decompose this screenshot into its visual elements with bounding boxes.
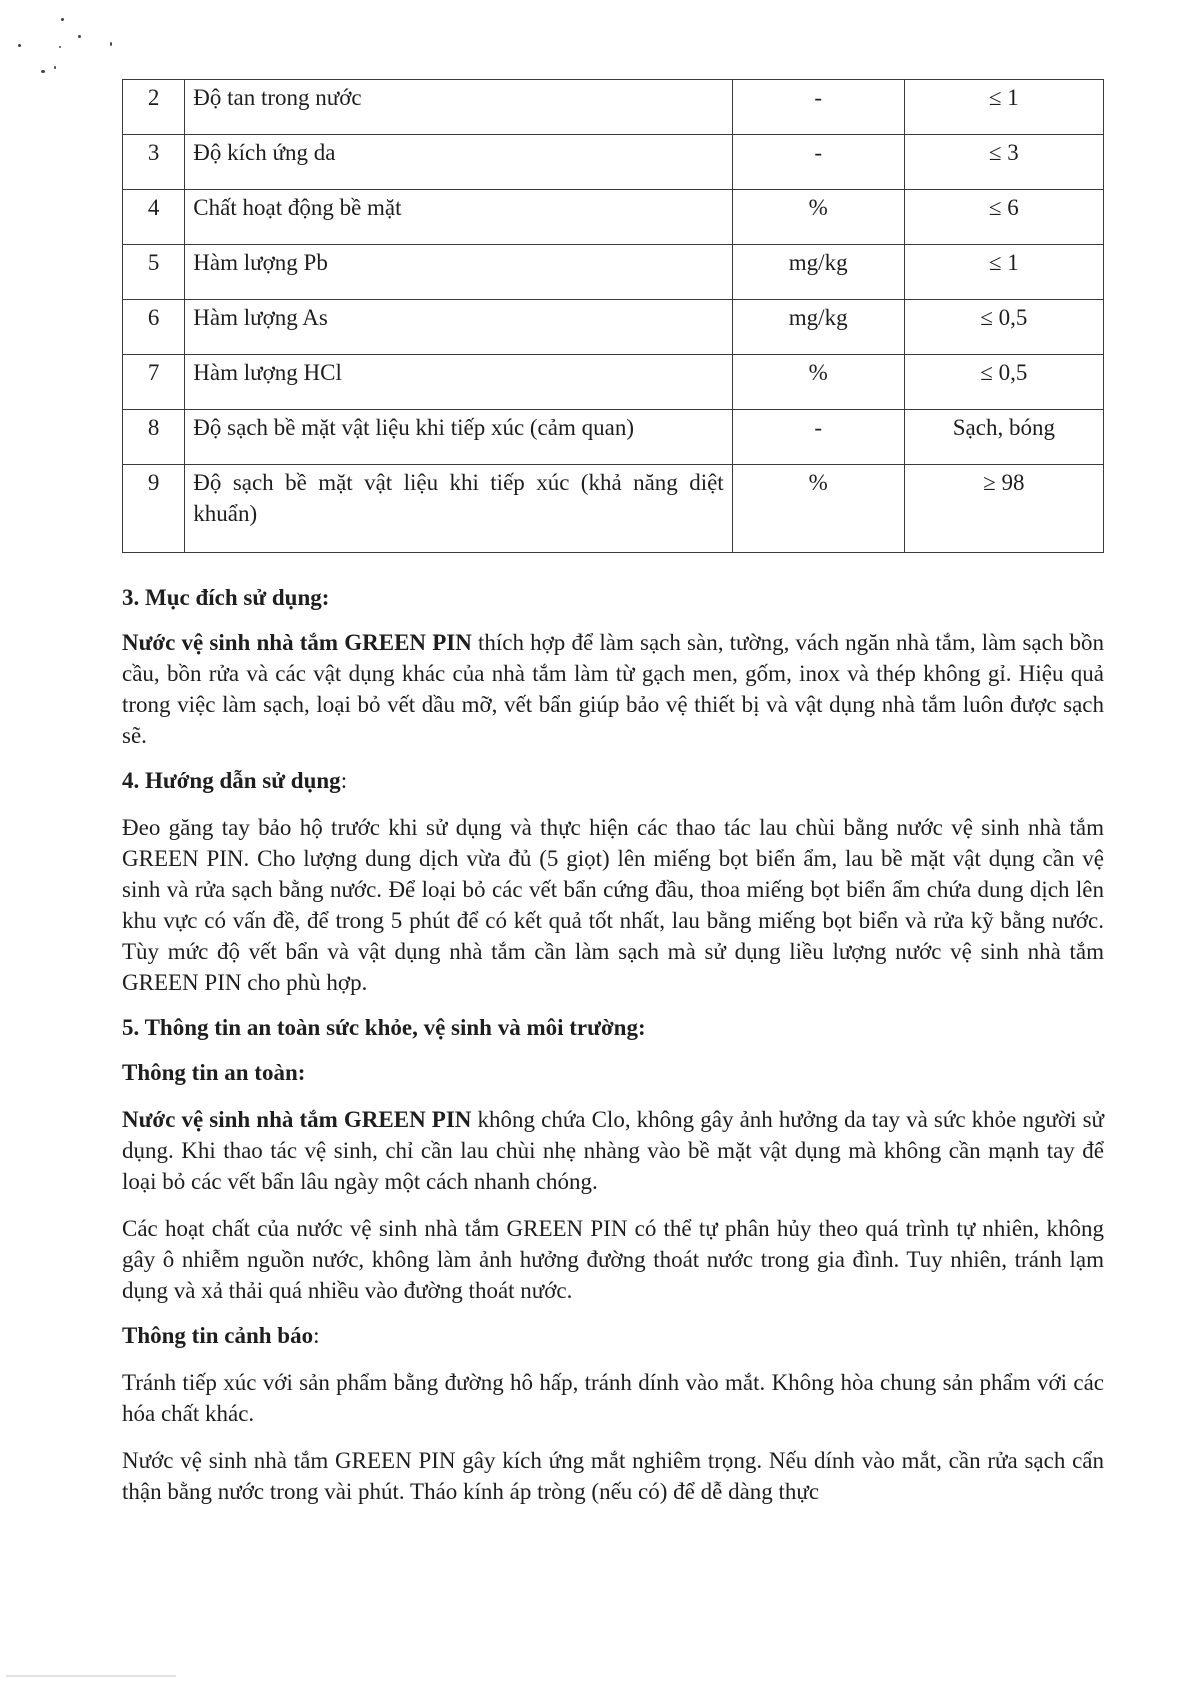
row-number: 3: [123, 135, 185, 190]
unit: mg/kg: [732, 245, 904, 300]
table-row: [123, 135, 1104, 190]
limit-value: ≤ 1: [904, 80, 1103, 135]
limit-value: ≥ 98: [904, 465, 1103, 553]
warning-info-heading: [122, 1320, 1104, 1351]
table-row: [123, 355, 1104, 410]
limit-value: Sạch, bóng: [904, 410, 1103, 465]
product-name-bold: Nước vệ sinh nhà tắm GREEN PIN: [122, 630, 472, 655]
product-name-bold: Nước vệ sinh nhà tắm GREEN PIN: [122, 1107, 472, 1132]
scan-speck: [59, 46, 61, 48]
limit-value: ≤ 0,5: [904, 355, 1103, 410]
criterion-name: Độ tan trong nước: [185, 80, 732, 135]
safety-paragraph-2: Các hoạt chất của nước vệ sinh nhà tắm GREEN PIN có thể tự phân hủy theo quá trình tự nhiên, không gây ô nhiễm nguồn nước, không làm ảnh hưởng đường thoát nước trong gia đình. Tuy nhiên, tránh lạm dụng và xả thải quá nhiều vào đường thoát nước.: [122, 1216, 1104, 1303]
limit-value: ≤ 6: [904, 190, 1103, 245]
criterion-name: Độ sạch bề mặt vật liệu khi tiếp xúc (khả năng diệt khuẩn): [185, 465, 732, 553]
section-4-heading-text: 4. Hướng dẫn sử dụng: [122, 768, 341, 793]
row-number: 9: [123, 465, 185, 553]
unit: %: [732, 190, 904, 245]
scan-specks: [0, 0, 130, 80]
table-row: [123, 80, 1104, 135]
unit: -: [732, 410, 904, 465]
criterion-name: Chất hoạt động bề mặt: [185, 190, 732, 245]
scan-speck: [78, 35, 81, 38]
safety-info-heading: Thông tin an toàn:: [122, 1060, 306, 1085]
document-body: [122, 582, 1104, 1507]
scan-edge-line: [6, 1675, 176, 1677]
criterion-name: Hàm lượng Pb: [185, 245, 732, 300]
table-row: [123, 300, 1104, 355]
section-3-text: thích hợp để làm sạch sàn, tường, vách ngăn nhà tắm, làm sạch bồn cầu, bồn rửa và các vật dụng khác của nhà tắm làm từ gạch men, gốm, inox và thép không gỉ. Hiệu quả trong việc làm sạch, loại bỏ vết dầu mỡ, vết bẩn giúp bảo vệ thiết bị và vật dụng nhà tắm luôn được sạch sẽ.: [122, 630, 1104, 748]
unit: -: [732, 135, 904, 190]
table-row: [123, 190, 1104, 245]
warning-paragraph-2: Nước vệ sinh nhà tắm GREEN PIN gây kích ứng mắt nghiêm trọng. Nếu dính vào mắt, cần rửa sạch cẩn thận bằng nước trong vài phút. Tháo kính áp tròng (nếu có) để dễ dàng thực: [122, 1448, 1104, 1504]
criterion-name: Độ kích ứng da: [185, 135, 732, 190]
criterion-name: Độ sạch bề mặt vật liệu khi tiếp xúc (cảm quan): [185, 410, 732, 465]
safety-text-1: không chứa Clo, không gây ảnh hưởng da tay và sức khỏe người sử dụng. Khi thao tác vệ sinh, chỉ cần lau chùi nhẹ nhàng vào bề mặt vật dụng mà không cần mạnh tay để loại bỏ các vết bẩn lâu ngày một cách nhanh chóng.: [122, 1107, 1104, 1194]
criterion-name: Hàm lượng HCl: [185, 355, 732, 410]
row-number: 8: [123, 410, 185, 465]
scan-speck: [41, 70, 45, 73]
table-row: [123, 410, 1104, 465]
warning-heading-colon: :: [313, 1323, 320, 1348]
unit: mg/kg: [732, 300, 904, 355]
unit: %: [732, 355, 904, 410]
safety-paragraph-1: [122, 1104, 1104, 1197]
section-5-heading: 5. Thông tin an toàn sức khỏe, vệ sinh và môi trường:: [122, 1015, 646, 1040]
row-number: 7: [123, 355, 185, 410]
table-row: [123, 245, 1104, 300]
warning-paragraph-1: Tránh tiếp xúc với sản phẩm bằng đường hô hấp, tránh dính vào mắt. Không hòa chung sản phẩm với các hóa chất khác.: [122, 1370, 1104, 1426]
scan-speck: [18, 44, 21, 47]
section-4-heading-colon: :: [340, 768, 348, 793]
scan-speck: [110, 42, 112, 46]
specification-table: [122, 79, 1104, 553]
limit-value: ≤ 3: [904, 135, 1103, 190]
limit-value: ≤ 0,5: [904, 300, 1103, 355]
section-4-paragraph: Đeo găng tay bảo hộ trước khi sử dụng và thực hiện các thao tác lau chùi bằng nước vệ sinh nhà tắm GREEN PIN. Cho lượng dung dịch vừa đủ (5 giọt) lên miếng bọt biển ẩm, lau bề mặt vật dụng cần vệ sinh và rửa sạch bằng nước. Để loại bỏ các vết bẩn cứng đầu, thoa miếng bọt biển ẩm chứa dung dịch lên khu vực có vấn đề, để trong 5 phút để có kết quả tốt nhất, lau bằng miếng bọt biển và rửa kỹ bằng nước. Tùy mức độ vết bẩn và vật dụng nhà tắm cần làm sạch mà sử dụng liều lượng nước vệ sinh nhà tắm GREEN PIN cho phù hợp.: [122, 815, 1104, 995]
scan-speck: [54, 66, 56, 69]
row-number: 5: [123, 245, 185, 300]
limit-value: ≤ 1: [904, 245, 1103, 300]
section-4-heading: [122, 765, 1104, 796]
scan-speck: [61, 18, 64, 21]
row-number: 2: [123, 80, 185, 135]
unit: -: [732, 80, 904, 135]
unit: %: [732, 465, 904, 553]
row-number: 6: [123, 300, 185, 355]
section-3-heading: 3. Mục đích sử dụng:: [122, 585, 330, 610]
table-row: [123, 465, 1104, 553]
row-number: 4: [123, 190, 185, 245]
criterion-name: Hàm lượng As: [185, 300, 732, 355]
warning-heading-text: Thông tin cảnh báo: [122, 1323, 314, 1348]
section-3-paragraph: [122, 627, 1104, 751]
